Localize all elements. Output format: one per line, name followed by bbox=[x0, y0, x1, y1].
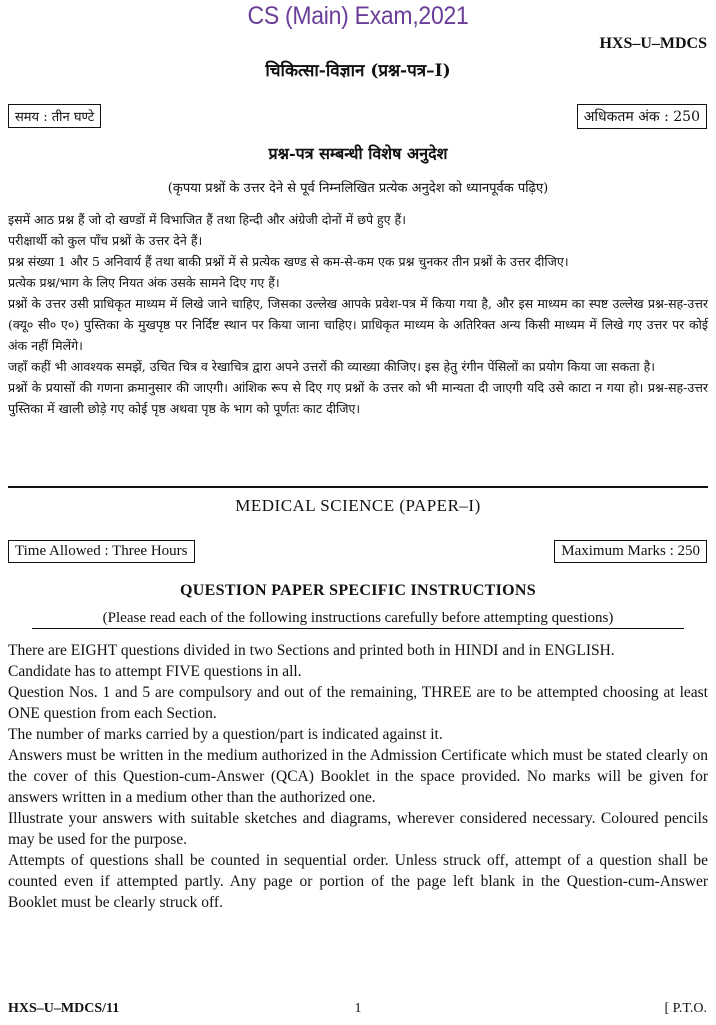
english-instruction: Attempts of questions shall be counted in sequential order. Unless struck off, attempt of a question shall be counted even if attempted partly. Any page or portion of the page left blank in the Question-cum-Answer Booklet must be clearly struck off. bbox=[8, 852, 708, 911]
hindi-instructions-body bbox=[8, 209, 708, 419]
english-instruction: Answers must be written in the medium authorized in the Admission Certificate which must be stated clearly on the cover of this Question-cum-Answer (QCA) Booklet in the space provided. No marks will be given for answers written in a medium other than the authorized one. bbox=[8, 747, 708, 806]
english-instructions-heading: QUESTION PAPER SPECIFIC INSTRUCTIONS bbox=[180, 582, 536, 599]
hindi-instruction: इसमें आठ प्रश्न हैं जो दो खण्डों में विभाजित हैं तथा हिन्दी और अंग्रेजी दोनों में छपे हुए हैं। bbox=[8, 212, 406, 227]
footer-code: HXS–U–MDCS/11 bbox=[8, 1001, 120, 1016]
english-instruction: There are EIGHT questions divided in two Sections and printed both in HINDI and in ENGLISH. bbox=[8, 642, 615, 659]
english-instruction: Question Nos. 1 and 5 are compulsory and out of the remaining, THREE are to be attempted choosing at least ONE question from each Section. bbox=[8, 684, 708, 722]
paper-code: HXS–U–MDCS bbox=[599, 35, 707, 52]
section-divider bbox=[8, 486, 708, 488]
english-instruction: Illustrate your answers with suitable sketches and diagrams, wherever considered necessary. Coloured pencils may be used for the purpose. bbox=[8, 810, 708, 848]
footer-pto: [ P.T.O. bbox=[664, 1001, 707, 1016]
hindi-instruction: प्रश्नों के उत्तर उसी प्राधिकृत माध्यम में लिखे जाने चाहिए, जिसका उल्लेख आपके प्रवेश-पत्र में किया गया है, और इस माध्यम का स्पष्ट उल्लेख प्रश्न-सह-उत्तर (क्यू० सी० ए०) पुस्तिका के मुखपृष्ठ पर निर्दिष्ट स्थान पर किया जाना चाहिए। प्राधिकृत माध्यम के अतिरिक्त अन्य किसी माध्यम में लिखे गए उत्तर पर कोई अंक नहीं मिलेंगे। bbox=[8, 296, 708, 353]
english-instructions-body bbox=[8, 640, 708, 913]
hindi-instruction: जहाँ कहीं भी आवश्यक समझें, उचित चित्र व रेखाचित्र द्वारा अपने उत्तरों की व्याख्या कीजिए। इस हेतु रंगीन पेंसिलों का प्रयोग किया जा सकता है। bbox=[8, 359, 655, 374]
english-time-box: Time Allowed : Three Hours bbox=[8, 540, 195, 563]
english-instruction: Candidate has to attempt FIVE questions in all. bbox=[8, 663, 302, 680]
hindi-instruction: प्रश्न संख्या 1 और 5 अनिवार्य हैं तथा बाकी प्रश्नों में से प्रत्येक खण्ड से कम-से-कम एक प्रश्न चुनकर तीन प्रश्नों के उत्तर दीजिए। bbox=[8, 254, 569, 269]
hindi-instructions-heading: प्रश्न-पत्र सम्बन्धी विशेष अनुदेश bbox=[268, 144, 448, 163]
hindi-time-box: समय : तीन घण्टे bbox=[8, 104, 101, 128]
english-instructions-subheading: (Please read each of the following instructions carefully before attempting questions) bbox=[32, 610, 684, 629]
hindi-instruction: परीक्षार्थी को कुल पाँच प्रश्नों के उत्तर देने हैं। bbox=[8, 233, 203, 248]
english-title: MEDICAL SCIENCE (PAPER–I) bbox=[235, 496, 481, 515]
english-marks-box: Maximum Marks : 250 bbox=[554, 540, 707, 563]
footer-page-number: 1 bbox=[354, 1001, 362, 1016]
hindi-instruction: प्रत्येक प्रश्न/भाग के लिए नियत अंक उसके सामने दिए गए हैं। bbox=[8, 275, 280, 290]
hindi-title: चिकित्सा-विज्ञान (प्रश्न-पत्र–I) bbox=[265, 61, 451, 81]
hindi-instructions-subheading: (कृपया प्रश्नों के उत्तर देने से पूर्व निम्नलिखित प्रत्येक अनुदेश को ध्यानपूर्वक पढ़िए) bbox=[167, 181, 549, 196]
english-instruction: The number of marks carried by a question/part is indicated against it. bbox=[8, 726, 443, 743]
hindi-marks-box: अधिकतम अंक : 250 bbox=[577, 104, 707, 129]
exam-stamp: CS (Main) Exam,2021 bbox=[247, 2, 469, 30]
hindi-instruction: प्रश्नों के प्रयासों की गणना क्रमानुसार की जाएगी। आंशिक रूप से दिए गए प्रश्नों के उत्तर को भी मान्यता दी जाएगी यदि उसे काटा न गया हो। प्रश्न-सह-उत्तर पुस्तिका में खाली छोड़े गए कोई पृष्ठ अथवा पृष्ठ के भाग को पूर्णतः काट दीजिए। bbox=[8, 380, 708, 416]
